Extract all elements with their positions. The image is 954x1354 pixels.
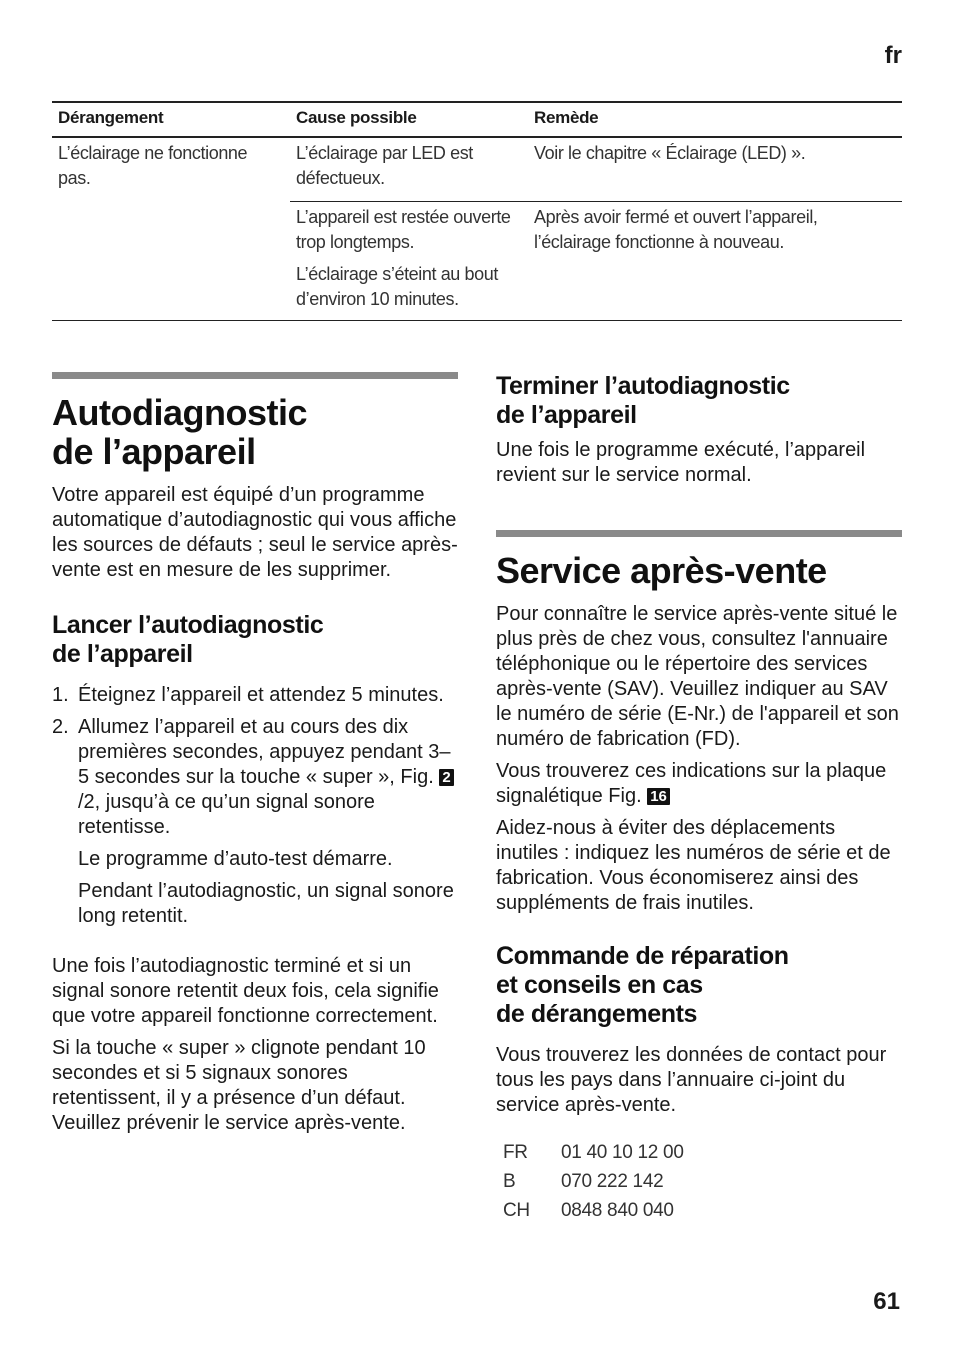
header-derangement: Dérangement	[52, 102, 290, 137]
figure-reference-badge: 16	[647, 788, 670, 805]
step-item	[52, 683, 458, 708]
subtitle-line: Lancer l’autodiagnostic	[52, 611, 324, 639]
country-code: B	[503, 1171, 516, 1192]
troubleshooting-table	[52, 101, 902, 321]
step-text: Éteignez l’appareil et attendez 5 minutes.	[78, 684, 444, 706]
step-number: 2.	[52, 716, 69, 738]
paragraph: Une fois le programme exécuté, l’appareil revient sur le service normal.	[496, 439, 866, 486]
table-row	[52, 137, 902, 202]
subtitle-lancer	[52, 611, 458, 669]
phone-number: 0848 840 040	[561, 1200, 674, 1221]
section-rule	[52, 372, 458, 379]
intro-paragraph: Votre appareil est équipé d’un programme automatique d’autodiagnostic qui vous affiche les sources de défauts ; seul le service après-vente est en mesure de les supprimer.	[52, 484, 458, 581]
step-text: Allumez l’appareil et au cours des dix premières secondes, appuyez pendant 3–5 secondes sur la touche « super », Fig.	[78, 716, 451, 788]
step-text: /2, jusqu’à ce qu’un signal sonore retentisse.	[78, 791, 375, 838]
cell-cause	[290, 137, 528, 202]
cause-text: L’éclairage par LED est défectueux.	[296, 143, 473, 188]
subtitle-line: et conseils en cas	[496, 971, 703, 999]
cause-text: L’éclairage s’éteint au bout d’environ 10 minutes.	[296, 264, 498, 309]
cell-remede	[528, 202, 902, 321]
header-remede: Remède	[528, 102, 902, 137]
probleme-text: L’éclairage ne fonctionne pas.	[58, 143, 248, 188]
paragraph: Une fois l’autodiagnostic terminé et si un signal sonore retentit deux fois, cela signifie que votre appareil fonctionne correctement.	[52, 955, 439, 1027]
subtitle-line: de l’appareil	[496, 401, 637, 429]
step-note: Le programme d’auto-test démarre.	[78, 848, 393, 870]
section-title-service: Service après-vente	[496, 550, 827, 591]
phone-number: 01 40 10 12 00	[561, 1142, 684, 1163]
contact-row	[503, 1196, 902, 1225]
paragraph: Aidez-nous à éviter des déplacements inutiles : indiquez les numéros de série et de fabrication. Vous économiserez ainsi des suppléments de frais inutiles.	[496, 817, 891, 914]
step-item	[52, 715, 458, 840]
subtitle-line: de l’appareil	[52, 640, 193, 668]
phone-number: 070 222 142	[561, 1171, 664, 1192]
contact-row	[503, 1138, 902, 1167]
page-number: 61	[873, 1288, 900, 1315]
table-header-row	[52, 102, 902, 137]
title-line: de l’appareil	[52, 431, 256, 472]
title-line: Autodiagnostic	[52, 392, 307, 433]
remede-text: Voir le chapitre « Éclairage (LED) ».	[534, 143, 806, 163]
paragraph	[496, 759, 902, 809]
country-code: FR	[503, 1142, 528, 1163]
subtitle-line: Terminer l’autodiagnostic	[496, 372, 790, 400]
cell-probleme	[52, 137, 290, 321]
subtitle-line: de dérangements	[496, 1000, 698, 1028]
subtitle-commande	[496, 942, 902, 1029]
subtitle-line: Commande de réparation	[496, 942, 789, 970]
remede-text: Après avoir fermé et ouvert l’appareil, l’éclairage fonctionne à nouveau.	[534, 207, 818, 252]
contact-list	[503, 1138, 902, 1225]
step-number: 1.	[52, 684, 69, 706]
header-cause: Cause possible	[290, 102, 528, 137]
paragraph: Pour connaître le service après-vente situé le plus près de chez vous, consultez l'annuaire téléphonique ou le répertoire des services après-vente (SAV). Veuillez indiquer au SAV le numéro de série (E-Nr.) de l'appareil et son numéro de fabrication (FD).	[496, 603, 899, 750]
subtitle-terminer	[496, 372, 902, 430]
language-tag: fr	[884, 42, 902, 69]
figure-reference-badge: 2	[439, 769, 453, 786]
steps-list	[52, 683, 458, 840]
right-column	[496, 372, 902, 1225]
step-note: Pendant l’autodiagnostic, un signal sonore long retentit.	[78, 880, 454, 927]
country-code: CH	[503, 1200, 530, 1221]
cell-remede	[528, 137, 902, 202]
paragraph-text: Vous trouverez ces indications sur la plaque signalétique Fig.	[496, 760, 887, 807]
section-rule	[496, 530, 902, 537]
paragraph: Si la touche « super » clignote pendant 10 secondes et si 5 signaux sonores retentissent, il y a présence d’un défaut. Veuillez prévenir le service après-vente.	[52, 1037, 426, 1134]
paragraph: Vous trouverez les données de contact pour tous les pays dans l’annuaire ci-joint du service après-vente.	[496, 1044, 887, 1116]
section-title-autodiagnostic	[52, 393, 458, 471]
left-column	[52, 372, 458, 1143]
contact-row	[503, 1167, 902, 1196]
cell-cause	[290, 202, 528, 321]
cause-text: L’appareil est restée ouverte trop longtemps.	[296, 207, 511, 252]
